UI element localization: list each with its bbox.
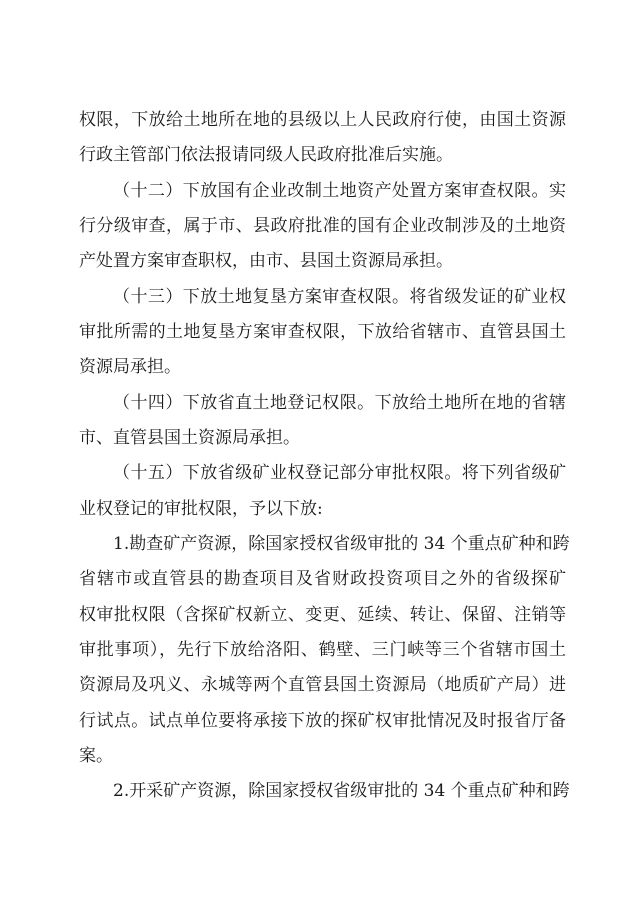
text-line: 行政主管部门依法报请同级人民政府批准后实施。 xyxy=(79,145,453,165)
text-line: （十五）下放省级矿业权登记部分审批权限。将下列省级矿 xyxy=(113,463,566,483)
text-line: 市、直管县国土资源局承担。 xyxy=(79,428,300,448)
text-line: （十二）下放国有企业改制土地资产处置方案审查权限。实 xyxy=(113,181,566,201)
text-line: 省辖市或直管县的勘查项目及省财政投资项目之外的省级探矿 xyxy=(79,569,566,589)
text-line: 行分级审查，属于市、县政府批准的国有企业改制涉及的土地资 xyxy=(79,216,566,236)
text-line: 审批所需的土地复垦方案审查权限，下放给省辖市、直管县国土 xyxy=(79,322,566,342)
text-line: 1.勘查矿产资源，除国家授权省级审批的 34 个重点矿种和跨 xyxy=(113,534,570,554)
text-line: 2.开采矿产资源，除国家授权省级审批的 34 个重点矿种和跨 xyxy=(113,781,570,801)
text-line: （十三）下放土地复垦方案审查权限。将省级发证的矿业权 xyxy=(113,287,566,307)
text-line: 业权登记的审批权限，予以下放: xyxy=(79,499,323,519)
text-line: 案。 xyxy=(79,746,113,766)
text-line: 产处置方案审查职权，由市、县国土资源局承担。 xyxy=(79,251,453,271)
text-line: 权审批权限（含探矿权新立、变更、延续、转让、保留、注销等 xyxy=(79,605,566,625)
text-line: 资源局及巩义、永城等两个直管县国土资源局（地质矿产局）进 xyxy=(79,675,566,695)
text-line: 行试点。试点单位要将承接下放的探矿权审批情况及时报省厅备 xyxy=(79,711,566,731)
text-line: 权限，下放给土地所在地的县级以上人民政府行使，由国土资源 xyxy=(79,110,566,130)
text-line: 资源局承担。 xyxy=(79,357,181,377)
text-line: 审批事项），先行下放给洛阳、鹤壁、三门峡等三个省辖市国土 xyxy=(79,640,566,660)
text-line: （十四）下放省直土地登记权限。下放给土地所在地的省辖 xyxy=(113,393,566,413)
